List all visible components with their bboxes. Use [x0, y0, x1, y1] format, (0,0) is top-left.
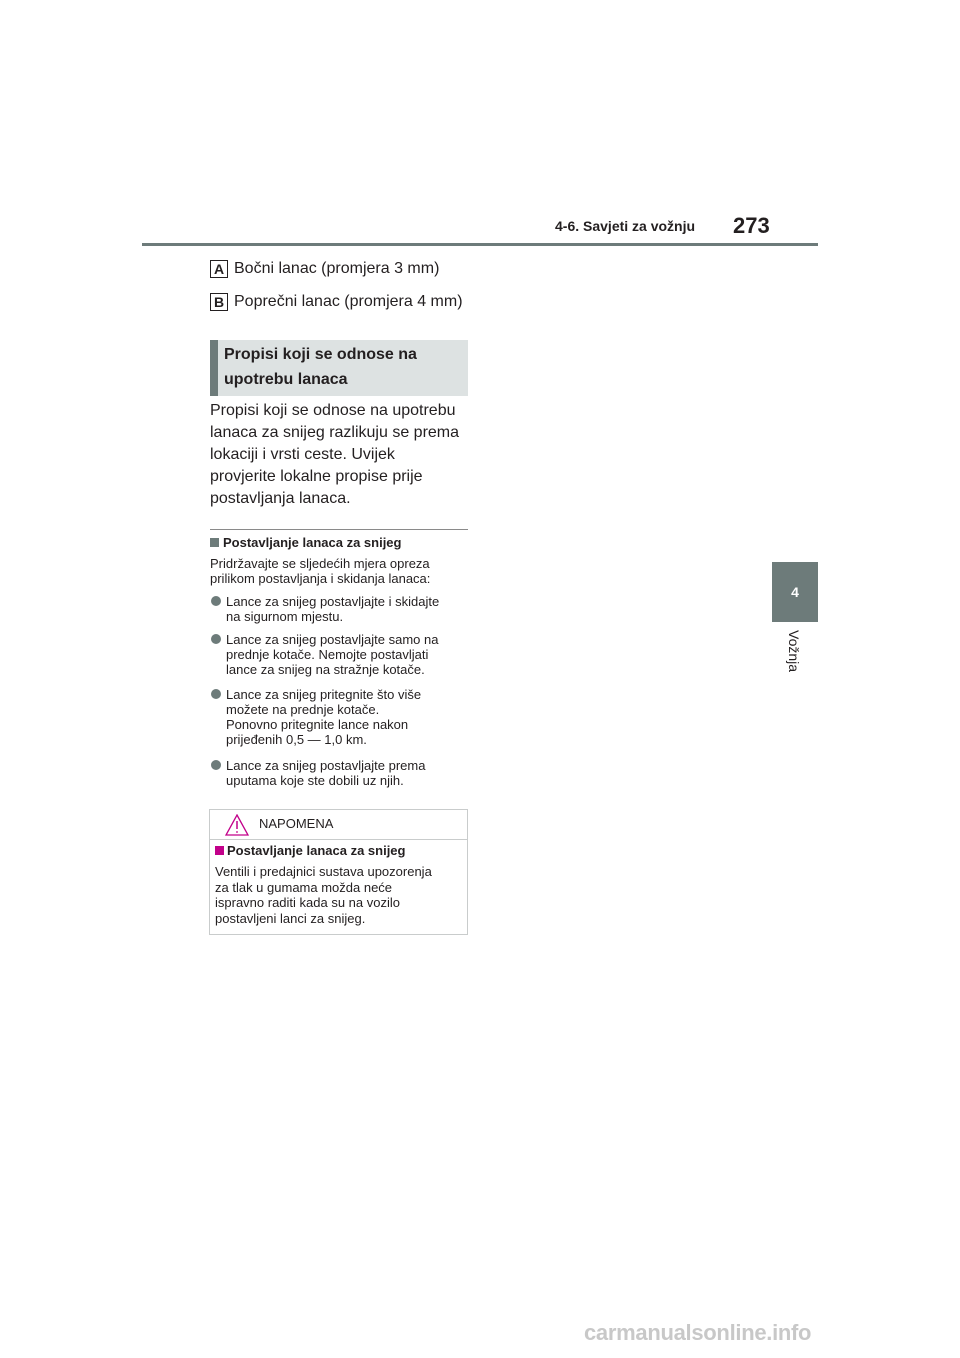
heading-line: upotrebu lanaca — [224, 371, 348, 388]
bullet-line: Lance za snijeg pritegnite što više — [226, 687, 422, 702]
notice-text — [215, 864, 465, 926]
bullet-line: Lance za snijeg postavljajte i skidajte — [226, 594, 440, 609]
heading-line: Propisi koji se odnose na — [224, 346, 417, 363]
bullet-line: prijeđenih 0,5 — 1,0 km. — [226, 732, 367, 747]
section-title: 4-6. Savjeti za vožnju — [555, 218, 696, 234]
bullet-line: Ponovno pritegnite lance nakon — [226, 717, 409, 732]
legend-item-b — [210, 293, 463, 311]
intro-line: lokaciji i vrsti ceste. Uvijek — [210, 446, 395, 463]
list-item — [210, 594, 470, 624]
bullet-dot-icon — [211, 760, 221, 770]
bullet-line: lance za snijeg na stražnje kotače. — [226, 662, 425, 677]
bullet-line: prednje kotače. Nemojte postavljati — [226, 647, 429, 662]
intro-paragraph — [210, 400, 472, 510]
list-item — [210, 687, 470, 747]
notice-subheading — [215, 843, 405, 858]
bullet-dot-icon — [211, 689, 221, 699]
bullet-line: uputama koje ste dobili uz njih. — [226, 773, 404, 788]
page-number: 273 — [733, 213, 770, 238]
label-b-box: B — [210, 293, 228, 311]
section-heading — [210, 340, 468, 396]
legend-item-a — [210, 260, 439, 278]
warning-triangle-icon — [225, 814, 249, 836]
intro-line: lanaca za snijeg razlikuju se prema — [210, 424, 460, 441]
intro-line: provjerite lokalne propise prije — [210, 468, 423, 485]
square-bullet-icon — [210, 538, 219, 547]
chapter-number: 4 — [791, 584, 799, 600]
square-bullet-icon — [215, 846, 224, 855]
lead-line: Pridržavajte se sljedećih mjera opreza — [210, 556, 430, 571]
chapter-label: Vožnja — [786, 630, 802, 673]
notice-subtitle: Postavljanje lanaca za snijeg — [227, 843, 406, 858]
notice-line: ispravno raditi kada su na vozilo — [215, 895, 400, 910]
subsection-title: Postavljanje lanaca za snijeg — [223, 535, 402, 550]
notice-title: NAPOMENA — [259, 816, 334, 831]
subsection-divider — [210, 529, 468, 530]
legend-text: Poprečni lanac (promjera 4 mm) — [234, 293, 463, 310]
notice-header — [210, 810, 467, 840]
notice-line: Ventili i predajnici sustava upozorenja — [215, 864, 432, 879]
intro-line: Propisi koji se odnose na upotrebu — [210, 402, 456, 419]
bullet-dot-icon — [211, 596, 221, 606]
notice-box — [209, 809, 468, 935]
legend-text: Bočni lanac (promjera 3 mm) — [234, 260, 440, 277]
bullet-line: Lance za snijeg postavljajte prema — [226, 758, 426, 773]
list-item — [210, 632, 470, 677]
list-item — [210, 758, 470, 788]
header-divider — [142, 243, 818, 246]
bullet-line: na sigurnom mjestu. — [226, 609, 344, 624]
watermark: carmanualsonline.info — [584, 1320, 812, 1345]
label-a-box: A — [210, 260, 228, 278]
chapter-tab — [772, 562, 818, 622]
bullet-line: Lance za snijeg postavljajte samo na — [226, 632, 439, 647]
subsection-lead — [210, 556, 430, 586]
intro-line: postavljanja lanaca. — [210, 490, 351, 507]
notice-line: postavljeni lanci za snijeg. — [215, 910, 366, 926]
bullet-line: možete na prednje kotače. — [226, 702, 380, 717]
subsection-heading — [210, 535, 401, 550]
bullet-dot-icon — [211, 634, 221, 644]
notice-line: za tlak u gumama možda neće — [215, 879, 393, 895]
lead-line: prilikom postavljanja i skidanja lanaca: — [210, 571, 431, 586]
